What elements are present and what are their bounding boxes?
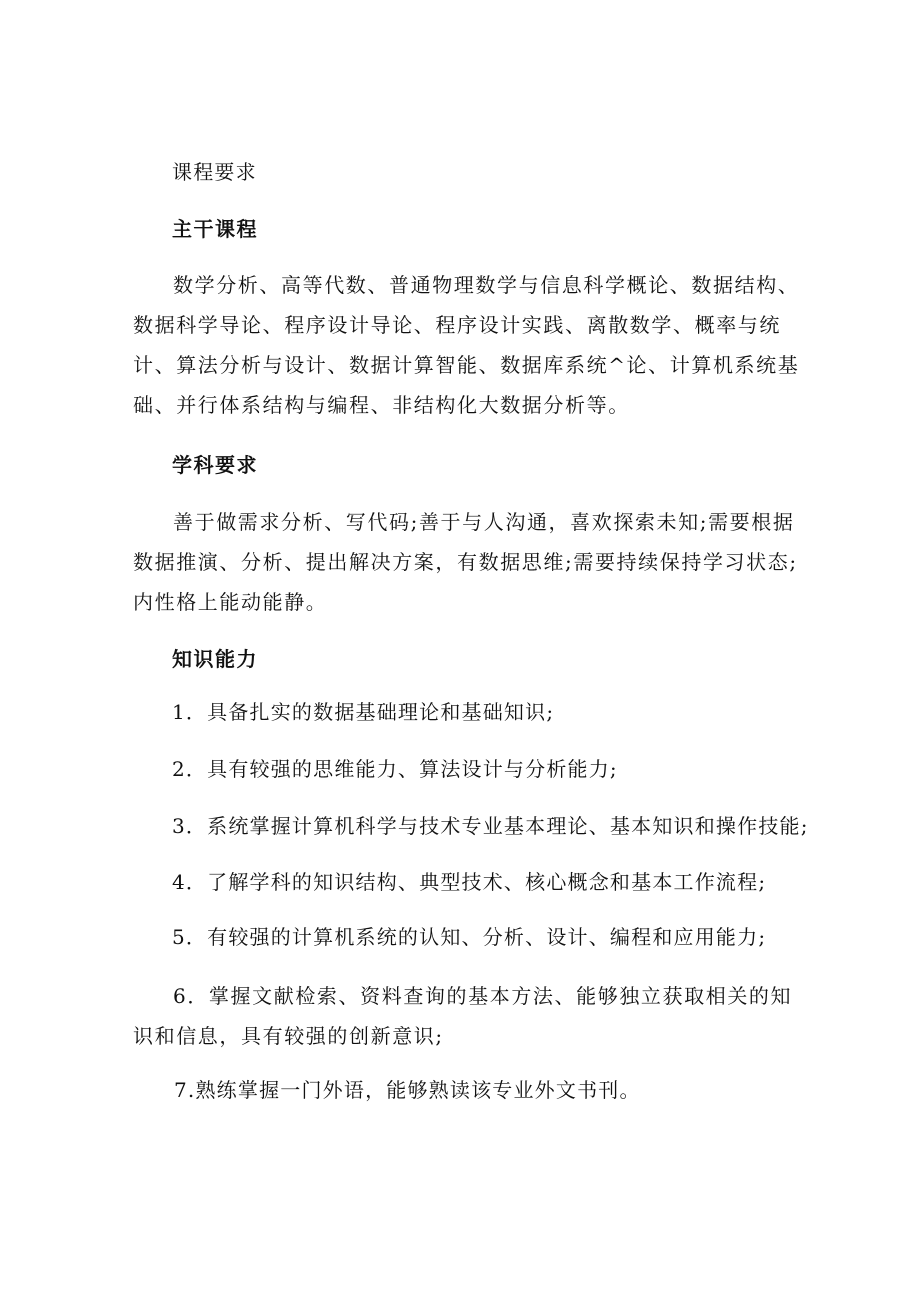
section-heading-knowledge-abilities: 知识能力 bbox=[172, 647, 258, 671]
section-heading-discipline-requirements: 学科要求 bbox=[172, 453, 258, 477]
discipline-requirements-paragraph: 善于做需求分析、写代码;善于与人沟通，喜欢探索未知;需要根据数据推演、分析、提出解决方案，有数据思维;需要持续保持学习状态;内性格上能动能静。 bbox=[133, 510, 798, 614]
main-courses-paragraph: 数学分析、高等代数、普通物理数学与信息科学概论、数据结构、数据科学导论、程序设计导论、程序设计实践、离散数学、概率与统计、算法分析与设计、数据计算智能、数据库系统^论、计算机系统基础、并行体系结构与编程、非结构化大数据分析等。 bbox=[133, 273, 800, 417]
list-item: 4．了解学科的知识结构、典型技术、核心概念和基本工作流程; bbox=[172, 870, 767, 894]
list-item: 7.熟练掌握一门外语，能够熟读该专业外文书刊。 bbox=[174, 1078, 641, 1102]
list-item: 1．具备扎实的数据基础理论和基础知识; bbox=[172, 700, 555, 724]
list-item: 2．具有较强的思维能力、算法设计与分析能力; bbox=[172, 757, 618, 781]
section-heading-main-courses: 主干课程 bbox=[172, 217, 258, 241]
list-item: 3．系统掌握计算机科学与技术专业基本理论、基本知识和操作技能; bbox=[172, 814, 809, 838]
list-item: 6．掌握文献检索、资料查询的基本方法、能够独立获取相关的知识和信息，具有较强的创新意识; bbox=[133, 984, 793, 1048]
top-label: 课程要求 bbox=[172, 160, 257, 184]
list-item: 5．有较强的计算机系统的认知、分析、设计、编程和应用能力; bbox=[172, 925, 767, 949]
